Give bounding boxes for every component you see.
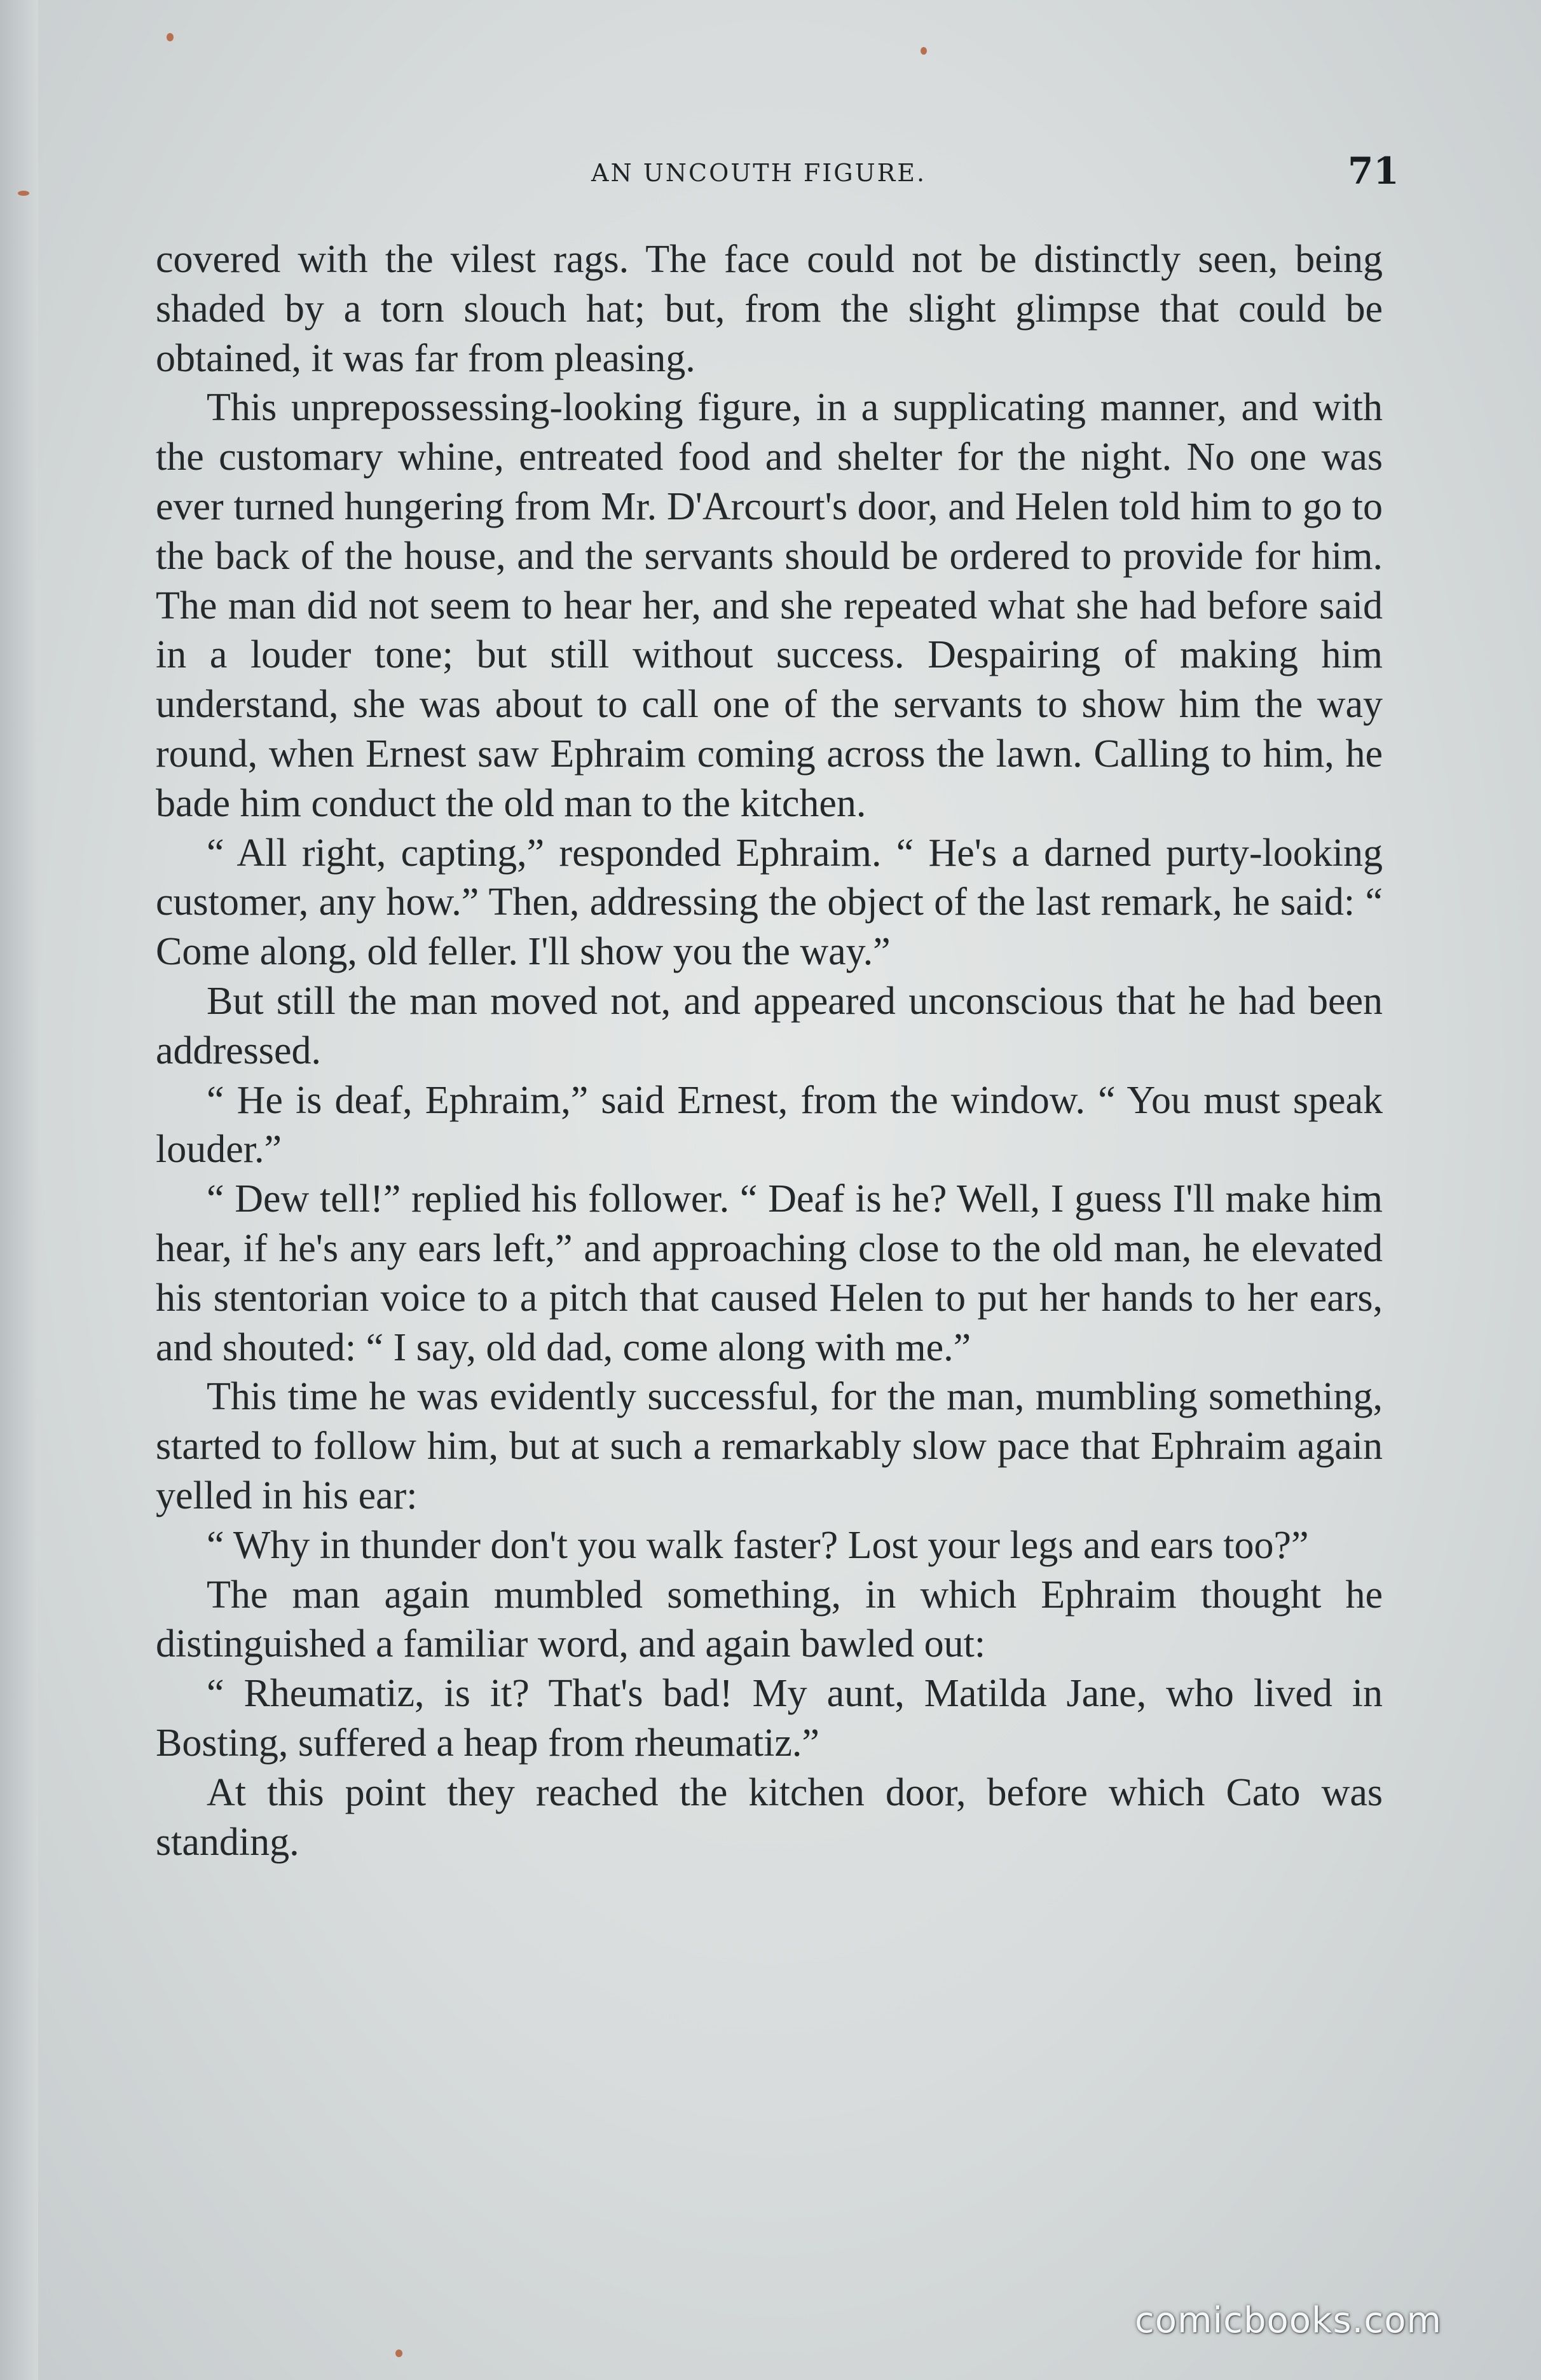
body-text [156, 235, 1383, 1867]
paragraph: “ Why in thunder don't you walk faster? Lost your legs and ears too?” [207, 1523, 1309, 1567]
page-number: 71 [1348, 149, 1399, 193]
paragraph: But still the man moved not, and appeared unconscious that he had been addressed. [156, 979, 1383, 1072]
paragraph: “ All right, capting,” responded Ephraim. “ He's a darned purty-looking customer, any how.” Then, addressing the object of the last remark, he said: “ Come along, old feller. I'll show you the way.” [156, 831, 1383, 974]
running-title: AN UNCOUTH FIGURE. [591, 159, 927, 187]
paragraph: “ He is deaf, Ephraim,” said Ernest, from the window. “ You must speak louder.” [156, 1078, 1383, 1172]
running-head [0, 149, 1541, 200]
paragraph: covered with the vilest rags. The face could not be distinctly seen, being shaded by a torn slouch hat; but, from the slight glimpse that could be obtained, it was far from pleasing. [156, 238, 1383, 380]
paragraph: At this point they reached the kitchen door, before which Cato was standing. [156, 1770, 1383, 1864]
page-left-edge [0, 0, 38, 2380]
ink-speck [921, 47, 927, 55]
paragraph: This time he was evidently successful, for the man, mumbling something, started to follow him, but at such a remarkably slow pace that Ephraim again yelled in his ear: [156, 1375, 1383, 1517]
paragraph: The man again mumbled something, in which Ephraim thought he distinguished a familiar word, and again bawled out: [156, 1573, 1383, 1666]
ink-speck [395, 2349, 402, 2357]
watermark: comicbooks.com [1135, 2300, 1442, 2341]
paragraph: “ Dew tell!” replied his follower. “ Deaf is he? Well, I guess I'll make him hear, if he's any ears left,” and approaching close to the old man, he elevated his stentorian voice to a pitch that caused Helen to put her hands to her ears, and shouted: “ I say, old dad, come along with me.” [156, 1177, 1383, 1369]
paragraph: “ Rheumatiz, is it? That's bad! My aunt, Matilda Jane, who lived in Bosting, suffered a heap from rheumatiz.” [156, 1672, 1383, 1765]
paragraph: This unprepossessing-looking figure, in a supplicating manner, and with the customary whine, entreated food and shelter for the night. No one was ever turned hungering from Mr. D'Arcourt's door, and Helen told him to go to the back of the house, and the servants should be ordered to provide for him. The man did not seem to hear her, and she repeated what she had before said in a louder tone; but still without success. Despairing of making him understand, she was about to call one of the servants to show him the way round, when Ernest saw Ephraim coming across the lawn. Calling to him, he bade him conduct the old man to the kitchen. [156, 386, 1383, 825]
ink-speck [167, 33, 174, 41]
